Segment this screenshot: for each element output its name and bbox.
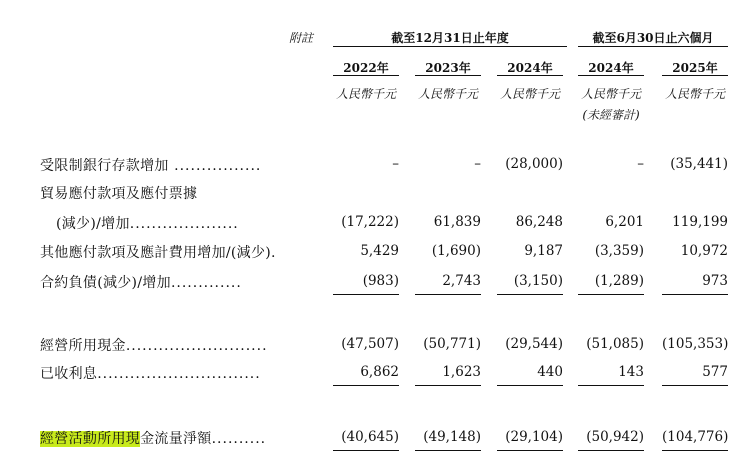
table-cell: 440 [537, 364, 563, 380]
table-cell: (50,771) [423, 336, 481, 352]
table-cell: 143 [618, 364, 644, 380]
table-cell: (35,441) [670, 156, 728, 172]
table-cell: 6,201 [605, 214, 644, 230]
note-column-header: 附註 [289, 31, 314, 45]
table-cell: 9,187 [524, 243, 563, 259]
row-label: (減少)/增加.................... [56, 216, 239, 232]
table-cell: (29,104) [505, 429, 563, 445]
total-rule [415, 450, 481, 451]
subtotal-rule [415, 385, 481, 386]
table-cell: – [392, 156, 399, 172]
row-label: 合約負債(減少)/增加............. [40, 275, 242, 291]
table-cell: 6,862 [360, 364, 399, 380]
row-label: 受限制銀行存款增加 ................ [40, 158, 262, 174]
year-header-2022: 2022年 [343, 61, 389, 75]
row-label: 經營所用現金.......................... [40, 338, 268, 354]
interim-period-header: 截至6月30日止六個月 [592, 31, 714, 45]
interim-header-rule [578, 46, 728, 47]
year-rule [578, 75, 644, 76]
row-label: 已收利息.............................. [40, 366, 261, 382]
subtotal-rule [415, 294, 481, 295]
row-label: 其他應付款項及應計費用增加/(減少). [40, 245, 277, 261]
table-cell: 5,429 [360, 243, 399, 259]
annual-header-rule [333, 46, 567, 47]
unit-label: 人民幣千元 [664, 87, 725, 101]
table-cell: 1,623 [442, 364, 481, 380]
unit-label: 人民幣千元 [417, 87, 478, 101]
table-cell: 577 [702, 364, 728, 380]
total-rule [662, 450, 728, 451]
year-rule [497, 75, 563, 76]
table-cell: – [474, 156, 481, 172]
table-cell: (40,645) [341, 429, 399, 445]
year-header-2023: 2023年 [425, 61, 471, 75]
year-header-2025-interim: 2025年 [672, 61, 718, 75]
subtotal-rule [578, 385, 644, 386]
table-cell: (51,085) [586, 336, 644, 352]
unit-label: 人民幣千元 [335, 87, 396, 101]
subtotal-rule [662, 385, 728, 386]
year-rule [333, 75, 399, 76]
annual-period-header: 截至12月31日止年度 [391, 31, 509, 45]
table-cell: (47,507) [341, 336, 399, 352]
year-header-2024: 2024年 [507, 61, 553, 75]
table-cell: (49,148) [423, 429, 481, 445]
table-cell: 10,972 [680, 243, 728, 259]
subtotal-rule [333, 385, 399, 386]
table-cell: – [637, 156, 644, 172]
subtotal-rule [497, 385, 563, 386]
table-cell: (1,690) [431, 243, 481, 259]
row-label: 貿易應付款項及應付票據 [40, 186, 198, 202]
unit-label: 人民幣千元 [499, 87, 560, 101]
unit-label: 人民幣千元 [580, 87, 641, 101]
table-cell: (3,359) [594, 243, 644, 259]
total-rule [333, 450, 399, 451]
row-label: 經營活動所用現金流量淨額.......... [40, 431, 267, 447]
table-cell: (29,544) [505, 336, 563, 352]
total-rule [578, 450, 644, 451]
subtotal-rule [497, 294, 563, 295]
subtotal-rule [578, 294, 644, 295]
table-cell: 61,839 [433, 214, 481, 230]
table-cell: 119,199 [672, 214, 728, 230]
subtotal-rule [333, 294, 399, 295]
year-rule [415, 75, 481, 76]
table-cell: (105,353) [662, 336, 729, 352]
year-header-2024-interim: 2024年 [588, 61, 634, 75]
table-cell: (104,776) [662, 429, 729, 445]
table-cell: 2,743 [442, 273, 481, 289]
table-cell: (17,222) [341, 214, 399, 230]
table-cell: (983) [362, 273, 399, 289]
table-cell: 86,248 [515, 214, 563, 230]
highlighted-text: 經營活動所用現 [40, 431, 141, 447]
total-rule [497, 450, 563, 451]
table-cell: 973 [702, 273, 728, 289]
table-cell: (28,000) [505, 156, 563, 172]
table-cell: (50,942) [586, 429, 644, 445]
year-rule [662, 75, 728, 76]
unaudited-label: (未經審計) [582, 108, 640, 122]
subtotal-rule [662, 294, 728, 295]
table-cell: (1,289) [594, 273, 644, 289]
table-cell: (3,150) [513, 273, 563, 289]
